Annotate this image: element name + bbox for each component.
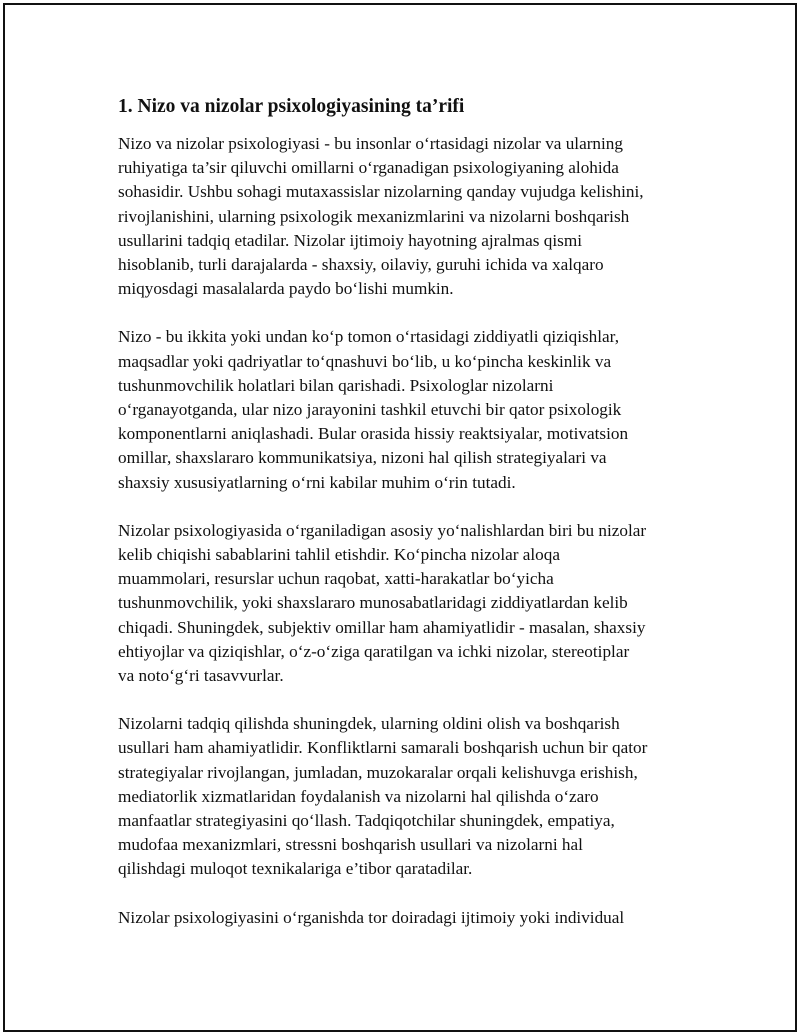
text-line: Nizo - bu ikkita yoki undan ko‘p tomon o‘rtasidagi ziddiyatli qiziqishlar, xyxy=(118,327,619,347)
text-line: kelib chiqishi sabablarini tahlil etishdir. Ko‘pincha nizolar aloqa xyxy=(118,545,560,565)
text-line: komponentlarni aniqlashadi. Bular orasida hissiy reaktsiyalar, motivatsion xyxy=(118,424,629,444)
paragraph-2 xyxy=(118,325,698,494)
text-line: manfaatlar strategiyasini qo‘llash. Tadqiqotchilar shuningdek, empatiya, xyxy=(118,811,615,831)
text-line: shaxsiy xususiyatlarning o‘rni kabilar muhim o‘rin tutadi. xyxy=(118,472,516,492)
text-line: va noto‘g‘ri tasavvurlar. xyxy=(118,666,284,686)
text-line: usullarini tadqiq etadilar. Nizolar ijtimoiy hayotning ajralmas qismi xyxy=(118,230,582,250)
paragraph-1 xyxy=(118,132,698,301)
text-line: Nizolar psixologiyasida o‘rganiladigan asosiy yo‘nalishlardan biri bu nizolar xyxy=(118,520,647,540)
text-line: hisoblanib, turli darajalarda - shaxsiy, oilaviy, guruhi ichida va xalqaro xyxy=(118,255,604,275)
document-body xyxy=(118,94,698,954)
text-line: tushunmovchilik holatlari bilan qarishadi. Psixologlar nizolarni xyxy=(118,375,554,395)
text-line: tushunmovchilik, yoki shaxslararo munosabatlaridagi ziddiyatlardan kelib xyxy=(118,593,628,613)
text-line: Nizolarni tadqiq qilishda shuningdek, ularning oldini olish va boshqarish xyxy=(118,714,620,734)
text-line: maqsadlar yoki qadriyatlar to‘qnashuvi bo‘lib, u ko‘pincha keskinlik va xyxy=(118,351,612,371)
text-line: omillar, shaxslararo kommunikatsiya, nizoni hal qilish strategiyalari va xyxy=(118,448,607,468)
paragraph-4 xyxy=(118,712,698,881)
text-line: muammolari, resurslar uchun raqobat, xatti-harakatlar bo‘yicha xyxy=(118,569,554,589)
text-line: Nizolar psixologiyasini o‘rganishda tor doiradagi ijtimoiy yoki individual xyxy=(118,907,625,927)
text-line: qilishdagi muloqot texnikalariga e’tibor qaratadilar. xyxy=(118,859,473,879)
text-line: ruhiyatiga ta’sir qiluvchi omillarni o‘rganadigan psixologiyaning alohida xyxy=(118,158,619,178)
text-line: sohasidir. Ushbu sohagi mutaxassislar nizolarning qanday vujudga kelishini, xyxy=(118,182,644,202)
text-line: mediatorlik xizmatlaridan foydalanish va nizolarni hal qilishda o‘zaro xyxy=(118,786,599,806)
text-line: miqyosdagi masalalarda paydo bo‘lishi mumkin. xyxy=(118,279,454,299)
paragraph-5 xyxy=(118,906,698,930)
section-heading: 1. Nizo va nizolar psixologiyasining ta’rifi xyxy=(118,96,465,117)
text-line: strategiyalar rivojlangan, jumladan, muzokaralar orqali kelishuvga erishish, xyxy=(118,762,638,782)
text-line: Nizo va nizolar psixologiyasi - bu insonlar o‘rtasidagi nizolar va ularning xyxy=(118,134,623,153)
text-line: usullari ham ahamiyatlidir. Konfliktlarni samarali boshqarish uchun bir qator xyxy=(118,738,648,758)
text-line: o‘rganayotganda, ular nizo jarayonini tashkil etuvchi bir qator psixologik xyxy=(118,400,622,420)
text-line: chiqadi. Shuningdek, subjektiv omillar ham ahamiyatlidir - masalan, shaxsiy xyxy=(118,617,646,637)
paragraph-3 xyxy=(118,519,698,688)
text-line: ehtiyojlar va qiziqishlar, o‘z-o‘ziga qaratilgan va ichki nizolar, stereotiplar xyxy=(118,641,630,661)
text-line: rivojlanishini, ularning psixologik mexanizmlarini va nizolarni boshqarish xyxy=(118,206,630,226)
text-line: mudofaa mexanizmlari, stressni boshqarish usullari va nizolarni hal xyxy=(118,835,583,855)
